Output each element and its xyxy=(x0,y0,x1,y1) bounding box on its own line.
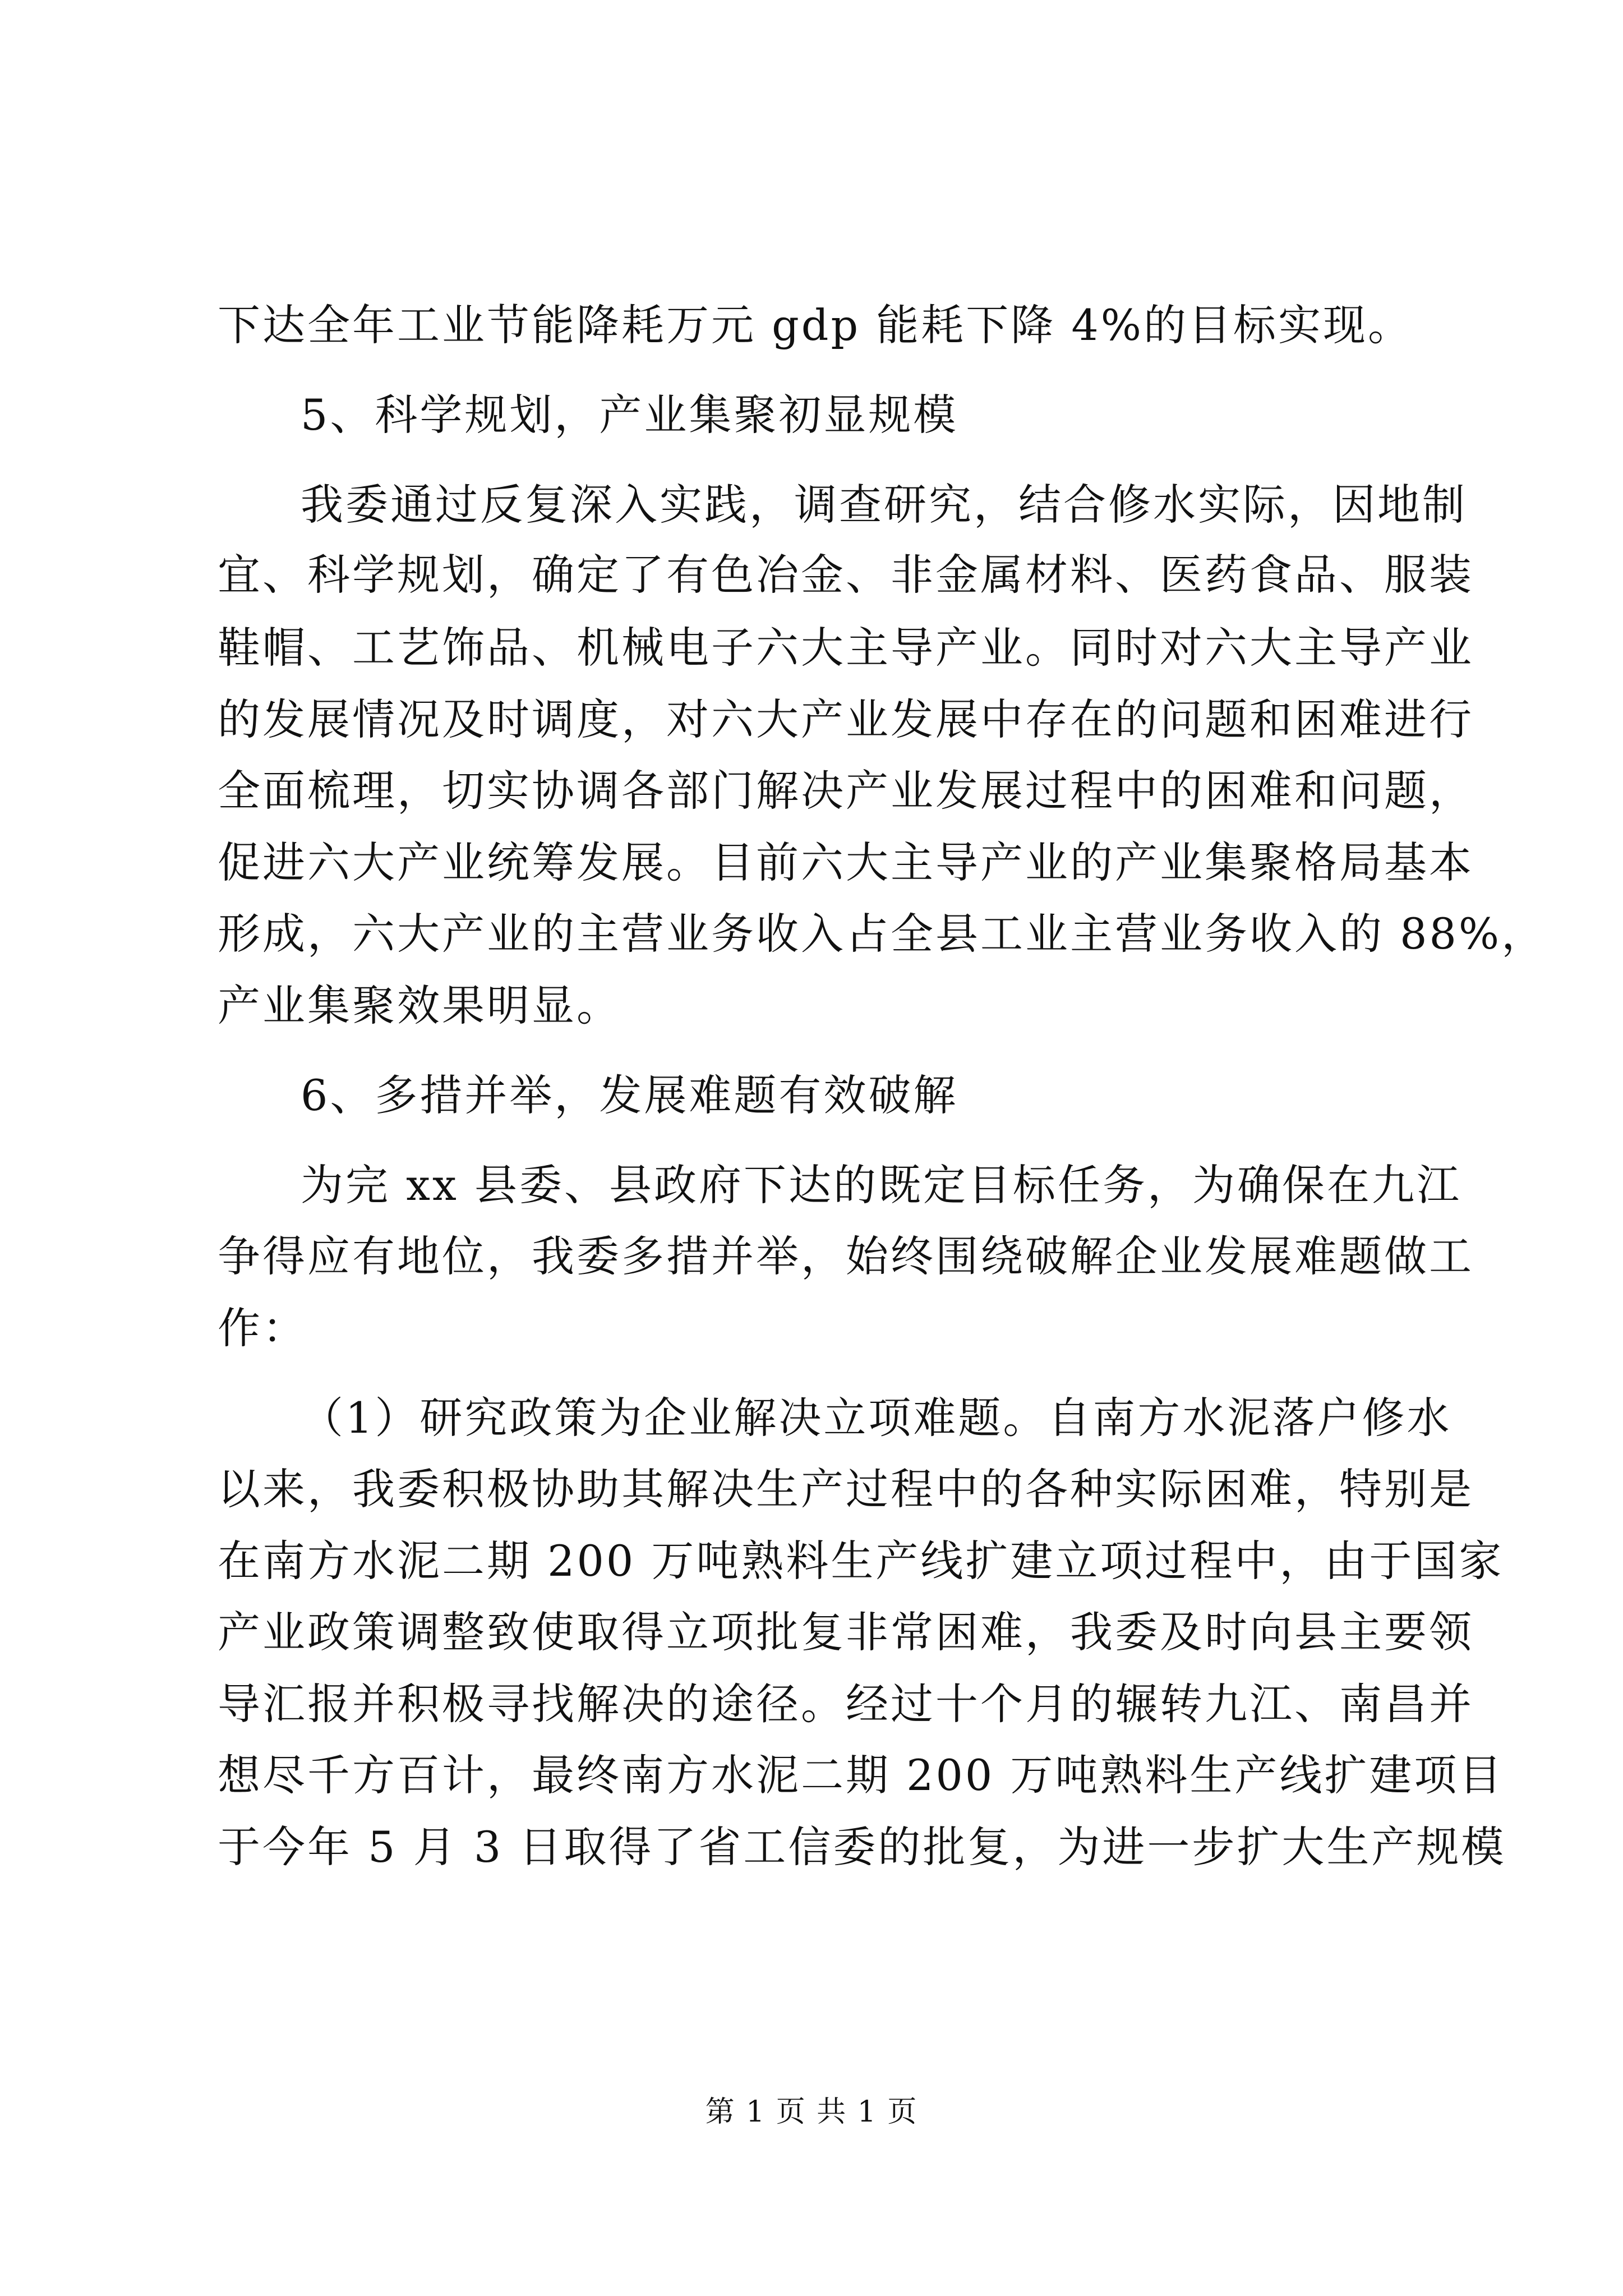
body-line: 我委通过反复深入实践，调查研究，结合修水实际，因地制 xyxy=(301,480,1467,530)
body-line: 以来，我委积极协助其解决生产过程中的各种实际困难，特别是 xyxy=(218,1464,1474,1514)
body-line: 宜、科学规划，确定了有色冶金、非金属材料、医药食品、服装 xyxy=(218,550,1474,600)
body-line: 鞋帽、工艺饰品、机械电子六大主导产业。同时对六大主导产业 xyxy=(218,623,1474,673)
body-line: 的发展情况及时调度，对六大产业发展中存在的问题和困难进行 xyxy=(218,694,1474,744)
body-line: 形成，六大产业的主营业务收入占全县工业主营业务收入的 88%， xyxy=(218,909,1547,959)
body-line: 全面梳理，切实协调各部门解决产业发展过程中的困难和问题， xyxy=(218,766,1474,816)
section-heading: 6、多措并举，发展难题有效破解 xyxy=(301,1070,958,1120)
body-line: 想尽千方百计，最终南方水泥二期 200 万吨熟料生产线扩建项目 xyxy=(218,1750,1504,1800)
body-line: 导汇报并积极寻找解决的途径。经过十个月的辗转九江、南昌并 xyxy=(218,1679,1474,1729)
body-line: 产业政策调整致使取得立项批复非常困难，我委及时向县主要领 xyxy=(218,1607,1474,1657)
body-line: 争得应有地位，我委多措并举，始终围绕破解企业发展难题做工 xyxy=(218,1231,1474,1281)
body-line: 产业集聚效果明显。 xyxy=(218,981,621,1030)
body-line: 为完 xx 县委、县政府下达的既定目标任务，为确保在九江 xyxy=(301,1160,1462,1210)
page-number-footer: 第 1 页 共 1 页 xyxy=(705,2095,918,2129)
body-line: 在南方水泥二期 200 万吨熟料生产线扩建立项过程中，由于国家 xyxy=(218,1536,1504,1586)
body-line: 于今年 5 月 3 日取得了省工信委的批复，为进一步扩大生产规模 xyxy=(218,1822,1506,1872)
body-line: （1）研究政策为企业解决立项难题。自南方水泥落户修水 xyxy=(301,1393,1452,1443)
body-line: 作： xyxy=(218,1303,307,1353)
section-heading: 5、科学规划，产业集聚初显规模 xyxy=(301,390,958,440)
body-line: 下达全年工业节能降耗万元 gdp 能耗下降 4%的目标实现。 xyxy=(218,300,1413,350)
body-line: 促进六大产业统筹发展。目前六大主导产业的产业集聚格局基本 xyxy=(218,838,1474,887)
